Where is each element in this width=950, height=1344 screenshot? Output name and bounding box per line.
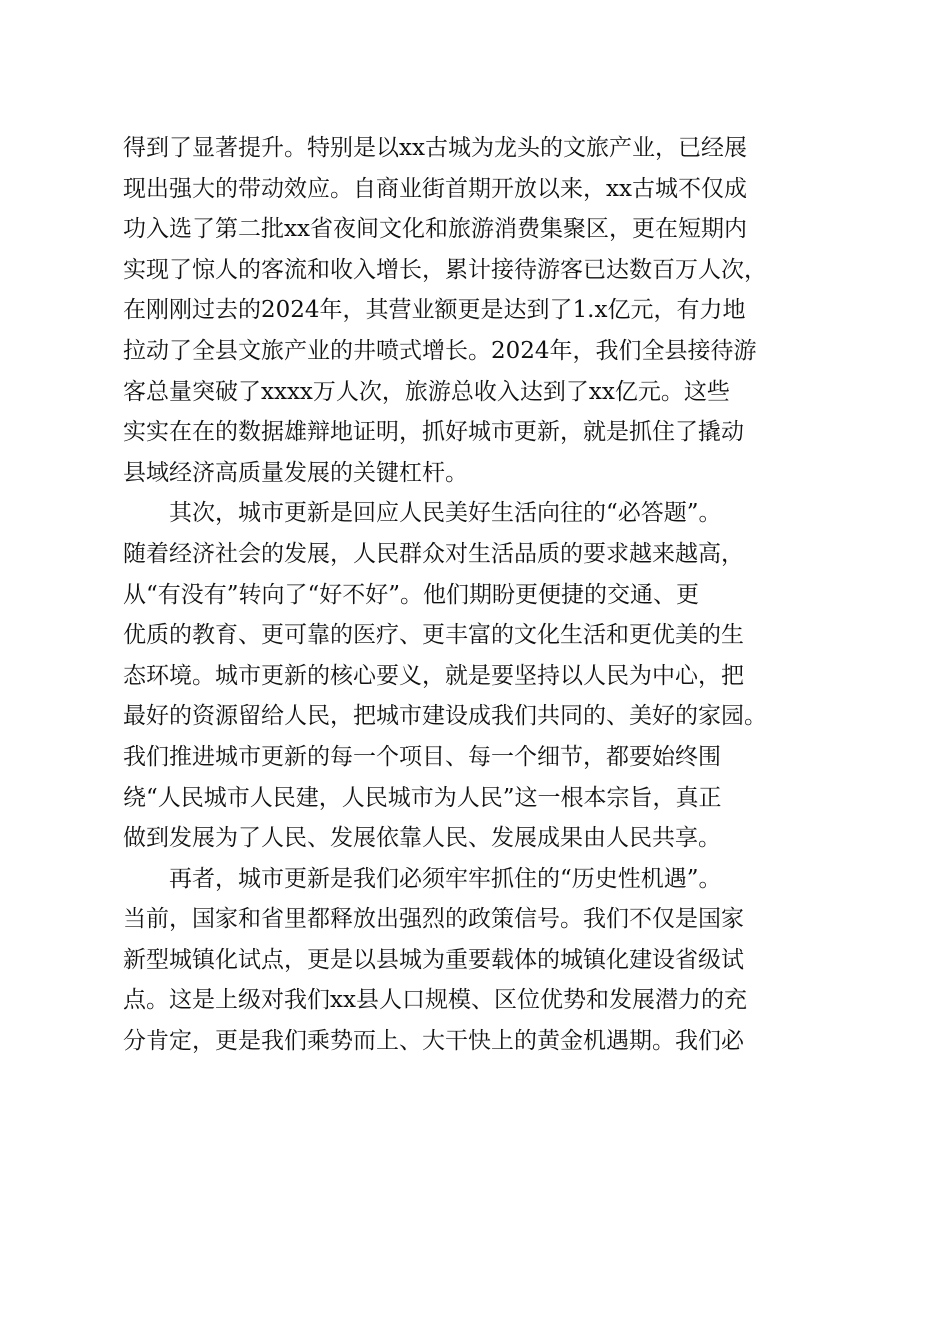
text-line: 分肯定，更是我们乘势而上、大干快上的黄金机遇期。我们必 [123,1028,744,1055]
text-line: 当前，国家和省里都释放出强烈的政策信号。我们不仅是国家 [123,906,744,933]
text-line: 绕“人民城市人民建，人民城市为人民”这一根本宗旨，真正 [123,784,722,811]
text-line: 实实在在的数据雄辩地证明，抓好城市更新，就是抓住了撬动 [123,419,744,446]
text-line: 在刚刚过去的2024年，其营业额更是达到了1.x亿元，有力地 [123,297,746,324]
body-text [123,128,843,1062]
text-line: 再者，城市更新是我们必须牢牢抓住的“历史性机遇”。 [169,865,722,892]
text-line: 拉动了全县文旅产业的井喷式增长。2024年，我们全县接待游 [123,337,757,364]
text-line: 新型城镇化试点，更是以县城为重要载体的城镇化建设省级试 [123,946,744,973]
text-line: 实现了惊人的客流和收入增长，累计接待游客已达数百万人次， [123,256,767,283]
text-line: 得到了显著提升。特别是以xx古城为龙头的文旅产业，已经展 [123,135,747,161]
text-line: 最好的资源留给人民，把城市建设成我们共同的、美好的家园。 [123,703,767,730]
text-line: 其次，城市更新是回应人民美好生活向往的“必答题”。 [169,500,722,527]
text-line: 我们推进城市更新的每一个项目、每一个细节，都要始终围 [123,743,721,770]
text-line: 县域经济高质量发展的关键杠杆。 [123,459,468,486]
text-line: 客总量突破了xxxx万人次，旅游总收入达到了xx亿元。这些 [123,378,730,405]
text-line: 态环境。城市更新的核心要义，就是要坚持以人民为中心，把 [123,662,744,689]
text-line: 点。这是上级对我们xx县人口规模、区位优势和发展潜力的充 [123,987,747,1014]
text-line: 现出强大的带动效应。自商业街首期开放以来，xx古城不仅成 [123,175,747,202]
text-line: 从“有没有”转向了“好不好”。他们期盼更便捷的交通、更 [123,581,700,608]
text-line: 优质的教育、更可靠的医疗、更丰富的文化生活和更优美的生 [123,622,744,649]
text-line: 做到发展为了人民、发展依靠人民、发展成果由人民共享。 [123,825,721,852]
text-line: 功入选了第二批xx省夜间文化和旅游消费集聚区，更在短期内 [123,216,747,243]
text-line: 随着经济社会的发展，人民群众对生活品质的要求越来越高， [123,540,744,567]
